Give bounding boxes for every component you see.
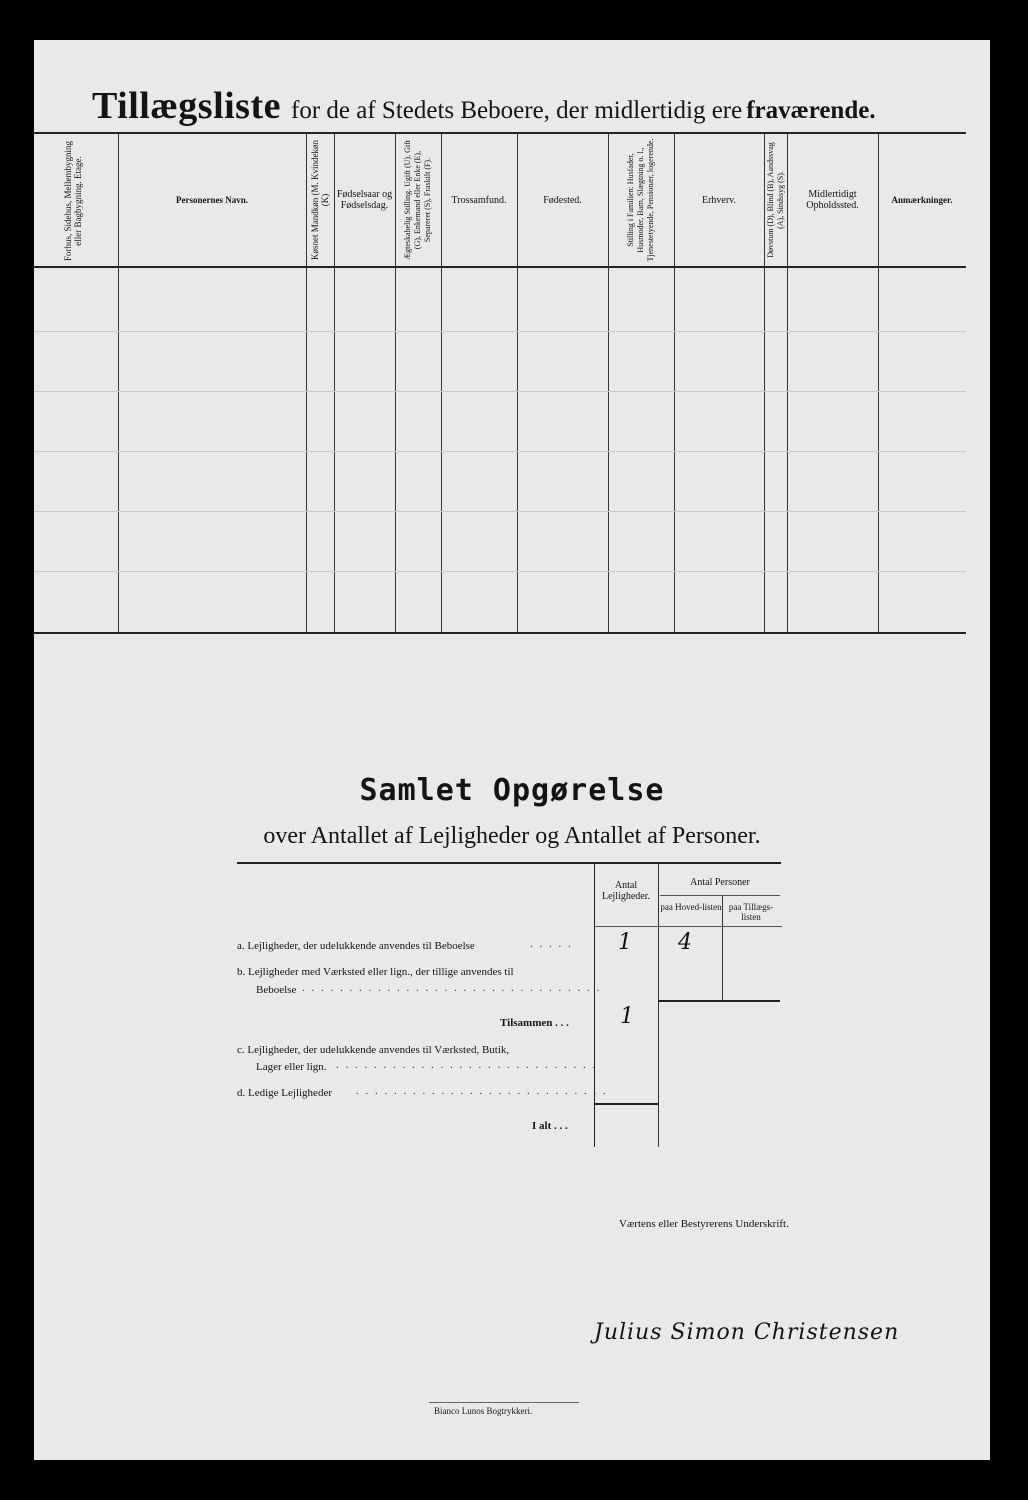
summary-row-c-leader: . . . . . . . . . . . . . . . . . . . . . . . . . . . . [336,1059,598,1071]
printer-imprint: Bianco Lunos Bogtrykkeri. [434,1406,533,1416]
census-form-page [34,40,990,1460]
title-main: Tillægsliste [92,85,281,127]
col-header-occupation: Erhverv. [701,194,737,206]
table-bottom-rule [34,632,966,634]
signature: Julius Simon Christensen [594,1320,900,1345]
summary-row-total: Tilsammen . . . [500,1017,569,1029]
summary-row-b-line2: Beboelse [256,984,297,996]
col-header-temporary-stay: Midlertidigt Opholdssted. [806,189,859,211]
col-header-disability: Døvstum (D), Blind (B), Aandssvag (A), Sindssyg (S). [766,142,785,258]
summary-row-all: I alt . . . [532,1120,568,1132]
col-header-religion: Trossamfund. [451,194,507,206]
summary-header-rule [594,926,782,927]
summary-row-b-line1: b. Lejligheder med Værksted eller lign., der tillige anvendes til [237,966,514,978]
col-header-marital: Ægteskabelig Stilling. Ugift (U), Gift (G), Enkemand eller Enke (E), Separeret (S), Fraskilt (F). [403,140,432,260]
handwritten-a-persons-main: 4 [678,930,692,955]
row-line [34,331,966,332]
title-rest: for de af Stedets Beboere, der midlertidig ere [291,97,743,124]
summary-row-d-leader: . . . . . . . . . . . . . . . . . . . . . . . . . . . [356,1085,608,1097]
col-header-building: Forhus, Sidehus, Mellembygning eller Bagbygning. Etage. [63,141,83,262]
row-line [34,571,966,572]
col-header-birthplace: Fødested. [543,194,582,206]
summary-persons-bottom-rule [658,1000,780,1002]
form-title [92,84,876,128]
summary-row-d: d. Ledige Lejligheder [237,1087,332,1099]
col-header-family-position: Stilling i Familien: Husfader, Husmoder, Barn, Slægtning o. l., Tjenestetyende, Pensionær, logerende. [626,138,655,262]
col-header-sex: Køsnet Mandkøn (M. Kvindekøn (K) [310,140,330,260]
signature-label: Værtens eller Bestyrerens Underskrift. [619,1218,789,1230]
summary-row-c-line2: Lager eller lign. [256,1061,327,1073]
summary-header-supp-list: paa Tillægs-listen [728,902,774,922]
summary-persons-rule [660,895,780,896]
row-line [34,391,966,392]
summary-header-apartments: Antal Lejligheder. [601,880,651,902]
summary-subtitle: over Antallet af Lejligheder og Antallet af Personer. [263,823,761,849]
printer-rule [429,1402,579,1403]
handwritten-a-apartments: 1 [618,930,632,955]
summary-row-c-line1: c. Lejligheder, der udelukkende anvendes til Værksted, Butik, [237,1044,510,1056]
summary-col-divider [658,864,659,1147]
col-header-remarks: Anmærkninger. [891,194,953,205]
summary-row-a-leader: . . . . . [530,938,573,950]
col-header-birth: Fødselsaar og Fødselsdag. [336,189,393,211]
summary-title: Samlet Opgørelse [359,773,665,808]
summary-header-persons: Antal Personer [690,877,750,888]
summary-row-a: a. Lejligheder, der udelukkende anvendes til Beboelse [237,940,475,952]
summary-row-b-leader: . . . . . . . . . . . . . . . . . . . . . . . . . . . . . . . . [302,982,602,994]
summary-header-main-list: paa Hoved-listen [660,902,722,912]
summary-top-rule [237,862,781,864]
col-header-name: Personernes Navn. [176,194,248,205]
row-line [34,511,966,512]
summary-apartments-bottom-rule [594,1103,658,1105]
row-line [34,451,966,452]
table-header-rule [34,266,966,268]
handwritten-total-apartments: 1 [620,1004,634,1029]
title-strong: fraværende. [746,97,876,124]
